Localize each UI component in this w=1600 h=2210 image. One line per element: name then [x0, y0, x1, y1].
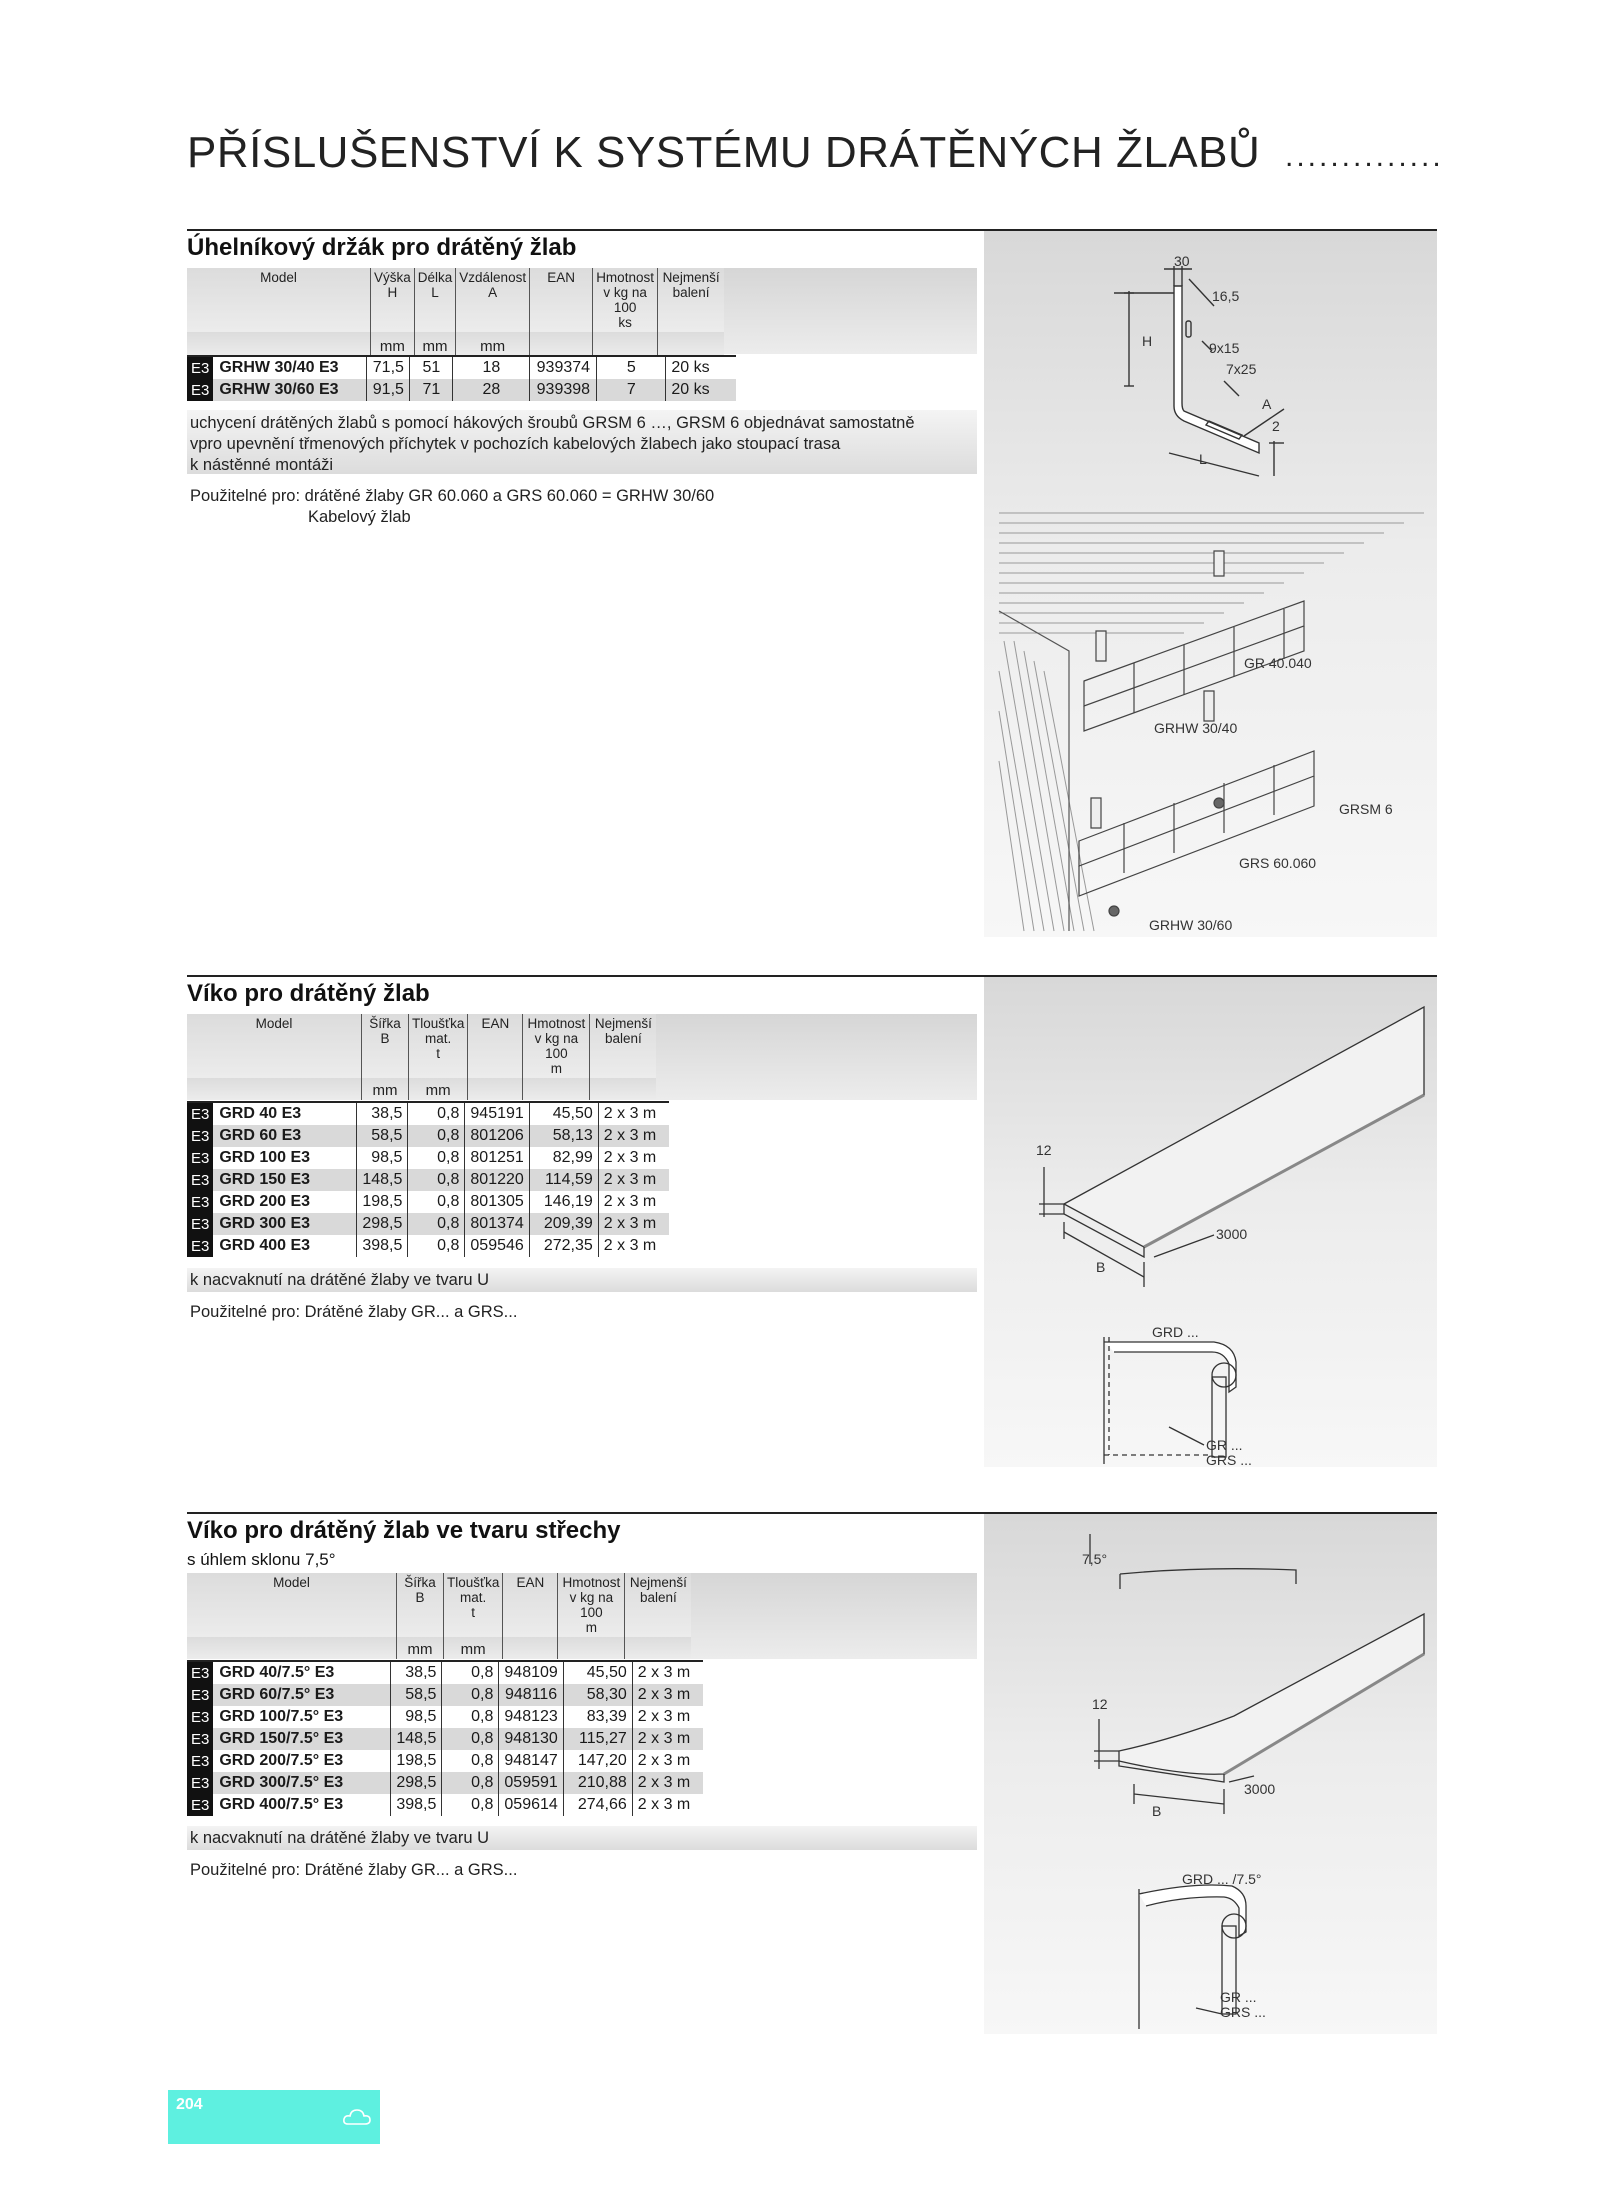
- model-cell: GRHW 30/60 E3: [213, 379, 367, 401]
- width-cell: 198,5: [357, 1191, 408, 1213]
- e3-badge: E3: [187, 1750, 213, 1772]
- thickness-cell: 0,8: [408, 1102, 465, 1125]
- width-cell: 148,5: [391, 1728, 442, 1750]
- col-package: Nejmenší balení: [625, 1573, 692, 1637]
- package-cell: 2 x 3 m: [632, 1794, 703, 1816]
- ean-cell: 059614: [499, 1794, 563, 1816]
- section2-table-header: [187, 1014, 656, 1100]
- width-cell: 198,5: [391, 1750, 442, 1772]
- ean-cell: 948116: [499, 1684, 563, 1706]
- width-cell: 98,5: [391, 1706, 442, 1728]
- height-cell: 71,5: [367, 356, 410, 379]
- model-cell: GRD 200 E3: [219, 1193, 311, 1210]
- e3-badge: E3: [187, 1213, 213, 1235]
- ean-cell: 801251: [465, 1147, 529, 1169]
- ean-cell: 945191: [465, 1102, 529, 1125]
- grhw-30-60-label: GRHW 30/60: [1149, 917, 1233, 933]
- col-model: Model: [187, 1573, 397, 1637]
- usable-line: drátěné žlaby GR 60.060 a GRS 60.060 = GRHW 30/60: [304, 487, 715, 505]
- dim-30-label: 30: [1174, 253, 1190, 269]
- ean-cell: 801206: [465, 1125, 529, 1147]
- unit-t: mm: [409, 1078, 468, 1100]
- dim-3000-label: 3000: [1216, 1226, 1248, 1242]
- table-row: [187, 1125, 669, 1147]
- e3-badge: E3: [187, 379, 213, 401]
- section1-rows: [187, 355, 736, 401]
- model-cell: GRD 400 E3: [219, 1237, 311, 1254]
- unit-b: mm: [362, 1078, 409, 1100]
- page-number: 204: [176, 2096, 203, 2113]
- weight-cell: 7: [597, 379, 666, 401]
- model-cell: GRD 300/7.5° E3: [213, 1772, 391, 1794]
- table-row: [187, 356, 736, 379]
- e3-badge: E3: [187, 1191, 213, 1213]
- grd-label: GRD ...: [1152, 1324, 1199, 1340]
- col-model: Model: [187, 268, 371, 332]
- grsm-6-label: GRSM 6: [1339, 801, 1393, 817]
- e3-badge: E3: [187, 1772, 213, 1794]
- gr-label: GR ...: [1206, 1437, 1243, 1453]
- package-cell: 2 x 3 m: [598, 1169, 669, 1191]
- ean-cell: 939398: [530, 379, 597, 401]
- table-row: [187, 1213, 669, 1235]
- grs-60-060-label: GRS 60.060: [1239, 855, 1317, 871]
- usable-label: Použitelné pro:: [190, 487, 301, 505]
- e3-badge: E3: [187, 1794, 213, 1816]
- weight-cell: 209,39: [529, 1213, 598, 1235]
- model-cell: GRD 100/7.5° E3: [219, 1708, 344, 1725]
- section3-subtitle: s úhlem sklonu 7,5°: [187, 1550, 336, 1569]
- thickness-cell: 0,8: [442, 1684, 499, 1706]
- col-ean: EAN: [503, 1573, 558, 1637]
- section2-note: k nacvaknutí na drátěné žlaby ve tvaru U: [190, 1271, 489, 1289]
- package-cell: 2 x 3 m: [598, 1235, 669, 1257]
- model-cell: GRHW 30/40 E3: [213, 356, 367, 379]
- ean-cell: 801374: [465, 1213, 529, 1235]
- model-cell: GRD 150 E3: [213, 1169, 357, 1191]
- distance-cell: 28: [453, 379, 530, 401]
- section2-usable: Použitelné pro: Drátěné žlaby GR... a GRS...: [190, 1303, 518, 1321]
- weight-cell: 114,59: [529, 1169, 598, 1191]
- thickness-cell: 0,8: [408, 1169, 465, 1191]
- dim-angle-label: 7,5°: [1082, 1551, 1108, 1567]
- model-cell: GRD 150/7.5° E3: [213, 1728, 391, 1750]
- package-cell: 2 x 3 m: [598, 1191, 669, 1213]
- col-ean: EAN: [530, 268, 593, 332]
- col-model: Model: [187, 1014, 362, 1078]
- unit-l: mm: [414, 332, 456, 356]
- col-weight: Hmotnost v kg na 100 m: [523, 1014, 590, 1078]
- table-row: [187, 1102, 669, 1125]
- col-weight: Hmotnost v kg na 100 ks: [593, 268, 658, 332]
- package-cell: 2 x 3 m: [598, 1147, 669, 1169]
- table-row: [187, 1728, 703, 1750]
- note-line: uchycení drátěných žlabů s pomocí hákových šroubů GRSM 6 …, GRSM 6 objednávat samostatně: [190, 414, 915, 432]
- ean-cell: 801220: [465, 1169, 529, 1191]
- e3-badge: E3: [187, 1102, 213, 1125]
- model-cell: GRD 60/7.5° E3: [213, 1684, 391, 1706]
- grs-label: GRS ...: [1206, 1452, 1252, 1467]
- width-cell: 298,5: [357, 1213, 408, 1235]
- ean-cell: 939374: [530, 356, 597, 379]
- bracket-drawing: [1114, 266, 1284, 476]
- e3-badge: E3: [187, 1706, 213, 1728]
- table-row: [187, 1235, 669, 1257]
- dim-12-label: 12: [1092, 1696, 1108, 1712]
- dim-a-label: A: [1262, 396, 1272, 412]
- thickness-cell: 0,8: [408, 1191, 465, 1213]
- package-cell: 20 ks: [666, 379, 737, 401]
- cloud-outline-icon: [342, 2106, 372, 2130]
- package-cell: 2 x 3 m: [598, 1125, 669, 1147]
- ean-cell: 801305: [465, 1191, 529, 1213]
- width-cell: 58,5: [357, 1125, 408, 1147]
- table-row: [187, 1794, 703, 1816]
- table-row: [187, 379, 736, 401]
- model-cell: GRD 100 E3: [219, 1149, 311, 1166]
- section3-usable: Použitelné pro: Drátěné žlaby GR... a GRS...: [190, 1861, 518, 1879]
- e3-badge: E3: [187, 1728, 213, 1750]
- col-distance: Vzdálenost A: [456, 268, 530, 332]
- model-cell: GRD 60 E3: [213, 1125, 357, 1147]
- ean-cell: 948123: [499, 1706, 563, 1728]
- package-cell: 2 x 3 m: [632, 1728, 703, 1750]
- package-cell: 2 x 3 m: [632, 1750, 703, 1772]
- table-row: [187, 1750, 703, 1772]
- package-cell: 2 x 3 m: [598, 1102, 669, 1125]
- thickness-cell: 0,8: [442, 1750, 499, 1772]
- width-cell: 398,5: [357, 1235, 408, 1257]
- model-cell: GRD 40/7.5° E3: [213, 1661, 391, 1684]
- distance-cell: 18: [453, 356, 530, 379]
- e3-badge: E3: [187, 1661, 213, 1684]
- package-cell: 20 ks: [666, 356, 737, 379]
- dim-16-5-label: 16,5: [1212, 288, 1240, 304]
- gr-40-040-label: GR 40.040: [1244, 655, 1312, 671]
- thickness-cell: 0,8: [442, 1772, 499, 1794]
- length-cell: 51: [410, 356, 453, 379]
- section3-rows: [187, 1660, 703, 1816]
- grd-label: GRD ... /7.5°: [1182, 1871, 1262, 1887]
- length-cell: 71: [410, 379, 453, 401]
- table-row: [187, 1147, 669, 1169]
- ean-cell: 948109: [499, 1661, 563, 1684]
- dim-h-label: H: [1142, 333, 1153, 349]
- unit-t: mm: [444, 1637, 503, 1659]
- col-thickness: Tloušťka mat. t: [444, 1573, 503, 1637]
- dim-2-label: 2: [1272, 418, 1280, 434]
- ean-cell: 948130: [499, 1728, 563, 1750]
- weight-cell: 83,39: [563, 1706, 632, 1728]
- col-width: Šířka B: [362, 1014, 409, 1078]
- col-weight: Hmotnost v kg na 100 m: [558, 1573, 625, 1637]
- package-cell: 2 x 3 m: [632, 1772, 703, 1794]
- section3-title: Víko pro drátěný žlab ve tvaru střechy: [187, 1517, 621, 1544]
- thickness-cell: 0,8: [408, 1235, 465, 1257]
- model-cell: GRD 400/7.5° E3: [219, 1796, 344, 1813]
- table-row: [187, 1169, 669, 1191]
- package-cell: 2 x 3 m: [598, 1213, 669, 1235]
- e3-badge: E3: [187, 356, 213, 379]
- dim-12-label: 12: [1036, 1142, 1052, 1158]
- section3-note: k nacvaknutí na drátěné žlaby ve tvaru U: [190, 1829, 489, 1847]
- weight-cell: 210,88: [563, 1772, 632, 1794]
- col-height: Výška H: [371, 268, 415, 332]
- usable-line: Kabelový žlab: [308, 508, 411, 526]
- section1-usable: [190, 486, 714, 528]
- weight-cell: 115,27: [563, 1728, 632, 1750]
- e3-badge: E3: [187, 1169, 213, 1191]
- thickness-cell: 0,8: [442, 1661, 499, 1684]
- col-package: Nejmenší balení: [590, 1014, 657, 1078]
- model-cell: GRD 40 E3: [213, 1102, 357, 1125]
- width-cell: 38,5: [357, 1102, 408, 1125]
- model-cell: GRD 200/7.5° E3: [219, 1752, 344, 1769]
- e3-badge: E3: [187, 1147, 213, 1169]
- grhw-30-40-label: GRHW 30/40: [1154, 720, 1238, 736]
- width-cell: 98,5: [357, 1147, 408, 1169]
- section1-table: [187, 268, 724, 356]
- width-cell: 298,5: [391, 1772, 442, 1794]
- weight-cell: 272,35: [529, 1235, 598, 1257]
- width-cell: 398,5: [391, 1794, 442, 1816]
- weight-cell: 147,20: [563, 1750, 632, 1772]
- thickness-cell: 0,8: [408, 1213, 465, 1235]
- thickness-cell: 0,8: [442, 1794, 499, 1816]
- package-cell: 2 x 3 m: [632, 1684, 703, 1706]
- ean-cell: 059546: [465, 1235, 529, 1257]
- dim-l-label: L: [1199, 451, 1207, 467]
- package-cell: 2 x 3 m: [632, 1706, 703, 1728]
- height-cell: 91,5: [367, 379, 410, 401]
- col-thickness: Tloušťka mat. t: [409, 1014, 468, 1078]
- model-cell: GRD 300 E3: [213, 1213, 357, 1235]
- col-length: Délka L: [414, 268, 456, 332]
- dim-7x25-label: 7x25: [1226, 361, 1257, 377]
- table-row: [187, 1772, 703, 1794]
- e3-badge: E3: [187, 1235, 213, 1257]
- note-line: k nástěnné montáži: [190, 456, 334, 474]
- thickness-cell: 0,8: [408, 1125, 465, 1147]
- table-row: [187, 1661, 703, 1684]
- dim-9x15-label: 9x15: [1209, 340, 1240, 356]
- width-cell: 148,5: [357, 1169, 408, 1191]
- title-dots: ..............: [1285, 140, 1444, 173]
- table-row: [187, 1706, 703, 1728]
- unit-h: mm: [371, 332, 415, 356]
- ean-cell: 948147: [499, 1750, 563, 1772]
- weight-cell: 5: [597, 356, 666, 379]
- e3-badge: E3: [187, 1684, 213, 1706]
- weight-cell: 58,30: [563, 1684, 632, 1706]
- col-ean: EAN: [468, 1014, 523, 1078]
- weight-cell: 146,19: [529, 1191, 598, 1213]
- table-row: [187, 1684, 703, 1706]
- e3-badge: E3: [187, 1125, 213, 1147]
- cover-figure: [984, 977, 1437, 1467]
- grs-label: GRS ...: [1220, 2004, 1266, 2020]
- bracket-figure: [984, 231, 1437, 937]
- page-title: PŘÍSLUŠENSTVÍ K SYSTÉMU DRÁTĚNÝCH ŽLABŮ: [187, 128, 1261, 177]
- note-line: vpro upevnění třmenových příchytek v pochozích kabelových žlabech jako stoupací trasa: [190, 435, 841, 453]
- section3-table-header: [187, 1573, 691, 1659]
- section1-title: Úhelníkový držák pro drátěný žlab: [187, 234, 577, 261]
- weight-cell: 45,50: [529, 1102, 598, 1125]
- section2-rows: [187, 1101, 669, 1257]
- thickness-cell: 0,8: [442, 1706, 499, 1728]
- table-row: [187, 1191, 669, 1213]
- unit-b: mm: [397, 1637, 444, 1659]
- weight-cell: 274,66: [563, 1794, 632, 1816]
- gr-label: GR ...: [1220, 1989, 1257, 2005]
- section2-title: Víko pro drátěný žlab: [187, 980, 430, 1007]
- col-width: Šířka B: [397, 1573, 444, 1637]
- weight-cell: 45,50: [563, 1661, 632, 1684]
- ean-cell: 059591: [499, 1772, 563, 1794]
- width-cell: 58,5: [391, 1684, 442, 1706]
- thickness-cell: 0,8: [408, 1147, 465, 1169]
- section1-note: [190, 413, 915, 476]
- width-cell: 38,5: [391, 1661, 442, 1684]
- dim-b-label: B: [1152, 1803, 1162, 1819]
- package-cell: 2 x 3 m: [632, 1661, 703, 1684]
- dim-b-label: B: [1096, 1259, 1106, 1275]
- roof-cover-figure: [984, 1514, 1437, 2034]
- dim-3000-label: 3000: [1244, 1781, 1276, 1797]
- weight-cell: 58,13: [529, 1125, 598, 1147]
- weight-cell: 82,99: [529, 1147, 598, 1169]
- unit-a: mm: [456, 332, 530, 356]
- thickness-cell: 0,8: [442, 1728, 499, 1750]
- col-package: Nejmenší balení: [658, 268, 725, 332]
